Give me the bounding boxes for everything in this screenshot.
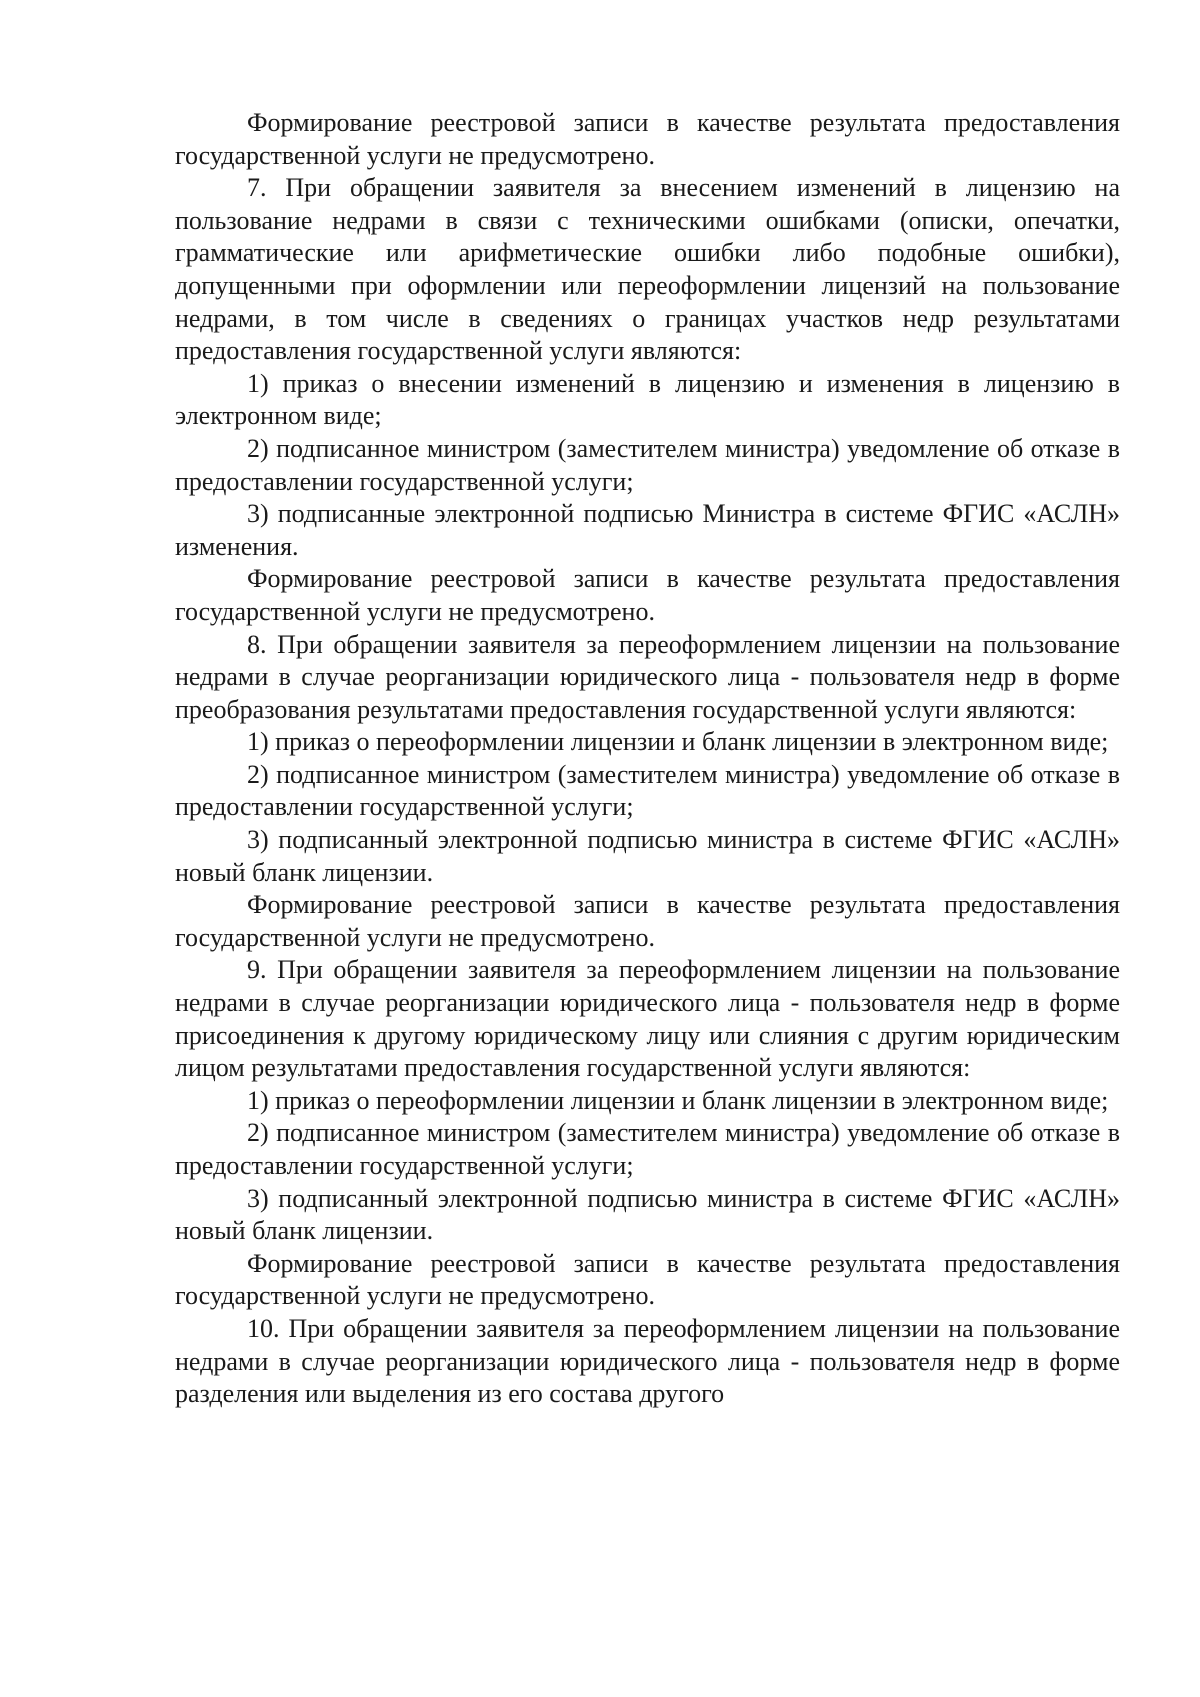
paragraph-item-9-2: 2) подписанное министром (заместителем министра) уведомление об отказе в предоставлении государственной услуги; xyxy=(175,1118,1120,1180)
paragraph-item-8-3: 3) подписанный электронной подписью министра в системе ФГИС «АСЛН» новый бланк лицензии. xyxy=(175,825,1120,887)
paragraph-item-8-1: 1) приказ о переоформлении лицензии и бланк лицензии в электронном виде; xyxy=(247,727,1109,757)
paragraph-item-9: 9. При обращении заявителя за переоформлением лицензии на пользование недрами в случае реорганизации юридического лица - пользователя недр в форме присоединения к другому юридическому лицу или слияния с другим юридическим лицом результатами предоставления государственной услуги являются: xyxy=(175,955,1120,1083)
paragraph-item-10: 10. При обращении заявителя за переоформлением лицензии на пользование недрами в случае реорганизации юридического лица - пользователя недр в форме разделения или выделения из его состава другого xyxy=(175,1313,1120,1409)
paragraph-registry-note-3: Формирование реестровой записи в качестве результата предоставления государственной услуги не предусмотрено. xyxy=(175,890,1120,952)
paragraph-item-7-1: 1) приказ о внесении изменений в лицензию и изменения в лицензию в электронном виде; xyxy=(175,368,1120,431)
paragraph-item-8: 8. При обращении заявителя за переоформлением лицензии на пользование недрами в случае реорганизации юридического лица - пользователя недр в форме преобразования результатами предоставления государственной услуги являются: xyxy=(175,629,1120,724)
paragraph-item-7: 7. При обращении заявителя за внесением изменений в лицензию на пользование недрами в связи с техническими ошибками (описки, опечатки, грамматические или арифметические ошибки либо подобные ошибки), допущенными при оформлении или переоформлении лицензий на пользование недрами, в том числе в сведениях о границах участков недр результатами предоставления государственной услуги являются: xyxy=(175,173,1120,366)
paragraph-registry-note-4: Формирование реестровой записи в качестве результата предоставления государственной услуги не предусмотрено. xyxy=(175,1248,1120,1311)
paragraph-item-9-3: 3) подписанный электронной подписью министра в системе ФГИС «АСЛН» новый бланк лицензии. xyxy=(175,1183,1120,1246)
paragraph-registry-note-2: Формирование реестровой записи в качестве результата предоставления государственной услуги не предусмотрено. xyxy=(175,564,1120,626)
paragraph-registry-note-1: Формирование реестровой записи в качестве результата предоставления государственной услуги не предусмотрено. xyxy=(175,108,1120,170)
document-page xyxy=(175,107,1120,1411)
paragraph-item-9-1: 1) приказ о переоформлении лицензии и бланк лицензии в электронном виде; xyxy=(247,1085,1109,1115)
paragraph-item-8-2: 2) подписанное министром (заместителем министра) уведомление об отказе в предоставлении государственной услуги; xyxy=(175,759,1120,822)
paragraph-item-7-2: 2) подписанное министром (заместителем министра) уведомление об отказе в предоставлении государственной услуги; xyxy=(175,433,1120,496)
paragraph-item-7-3: 3) подписанные электронной подписью Министра в системе ФГИС «АСЛН» изменения. xyxy=(175,499,1120,561)
